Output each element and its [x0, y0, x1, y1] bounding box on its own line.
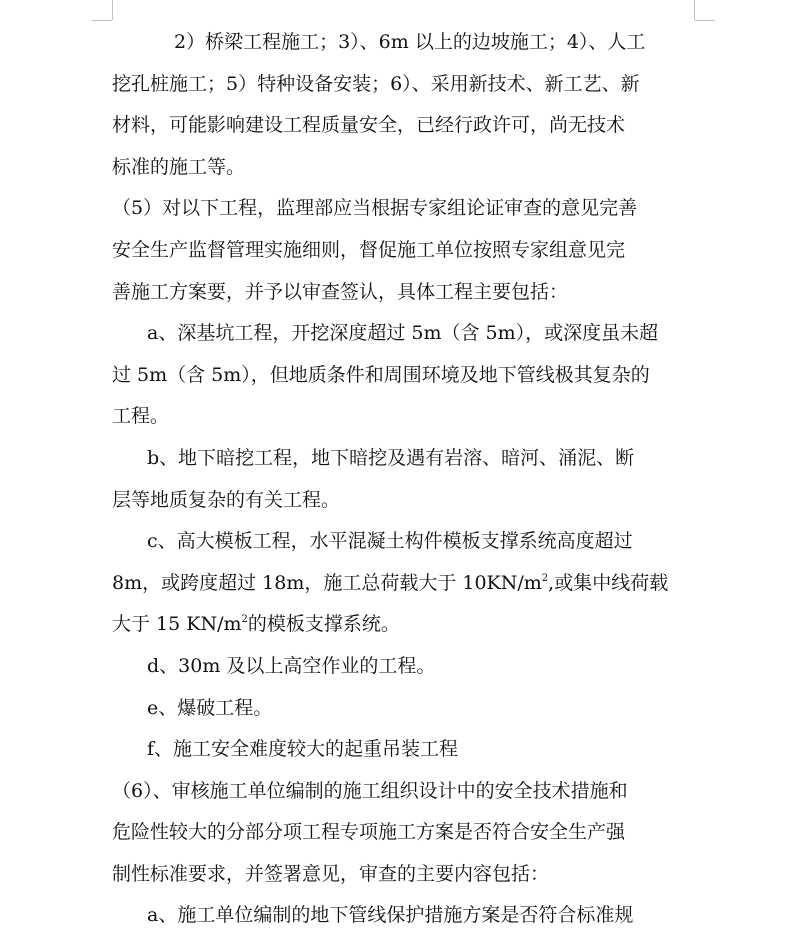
- text-line: [112, 604, 702, 646]
- margin-mark-top-right-vertical: [694, 0, 695, 20]
- text-line: a、施工单位编制的地下管线保护措施方案是否符合标准规: [147, 904, 634, 927]
- text-line: [112, 563, 702, 605]
- text-line: a、深基坑工程，开挖深度超过 5m（含 5m），或深度虽未超: [147, 322, 659, 345]
- text-line: 善施工方案要，并予以审查签认，具体工程主要包括：: [112, 280, 569, 303]
- text-line: 材料，可能影响建设工程质量安全，已经行政许可，尚无技术: [112, 114, 626, 137]
- text-line: 过 5m（含 5m），但地质条件和周围环境及地下管线极其复杂的: [112, 363, 650, 386]
- margin-mark-top-right-horizontal: [695, 20, 715, 21]
- text-line: c、高大模板工程，水平混凝土构件模板支撑系统高度超过: [147, 530, 633, 553]
- text-line: 2）桥梁工程施工；3）、6m 以上的边坡施工；4）、人工: [174, 31, 646, 53]
- text-line: 安全生产监督管理实施细则，督促施工单位按照专家组意见完: [112, 238, 626, 261]
- margin-mark-top-left-vertical: [112, 0, 113, 20]
- text-run: 8m，或跨度超过 18m，施工总荷载大于 10KN/m: [112, 571, 542, 594]
- text-line: （5）对以下工程，监理部应当根据专家组论证审查的意见完善: [112, 197, 638, 220]
- text-line: 危险性较大的分部分项工程专项施工方案是否符合安全生产强: [112, 821, 626, 844]
- text-line: b、地下暗挖工程，地下暗挖及遇有岩溶、暗河、涌泥、断: [147, 446, 635, 469]
- text-run: ,或集中线荷载: [548, 571, 669, 594]
- text-line: f、施工安全难度较大的起重吊装工程: [147, 738, 459, 761]
- document-body: [112, 22, 702, 937]
- text-line: e、爆破工程。: [147, 696, 273, 719]
- text-line: 层等地质复杂的有关工程。: [112, 488, 341, 511]
- text-line: 制性标准要求，并签署意见，审查的主要内容包括：: [112, 862, 550, 885]
- text-line: 标准的施工等。: [112, 155, 246, 178]
- text-line: d、30m 及以上高空作业的工程。: [147, 654, 436, 677]
- text-line: 工程。: [112, 405, 170, 428]
- text-line: 挖孔桩施工；5）特种设备安装；6）、采用新技术、新工艺、新: [112, 72, 640, 95]
- margin-mark-top-left-horizontal: [92, 20, 112, 21]
- superscript: 2: [241, 614, 248, 626]
- text-run: 大于 15 KN/m: [112, 613, 242, 636]
- text-line: （6）、审核施工单位编制的施工组织设计中的安全技术措施和: [112, 779, 628, 802]
- text-run: 的模板支撑系统。: [247, 613, 400, 636]
- superscript: 2: [541, 572, 549, 584]
